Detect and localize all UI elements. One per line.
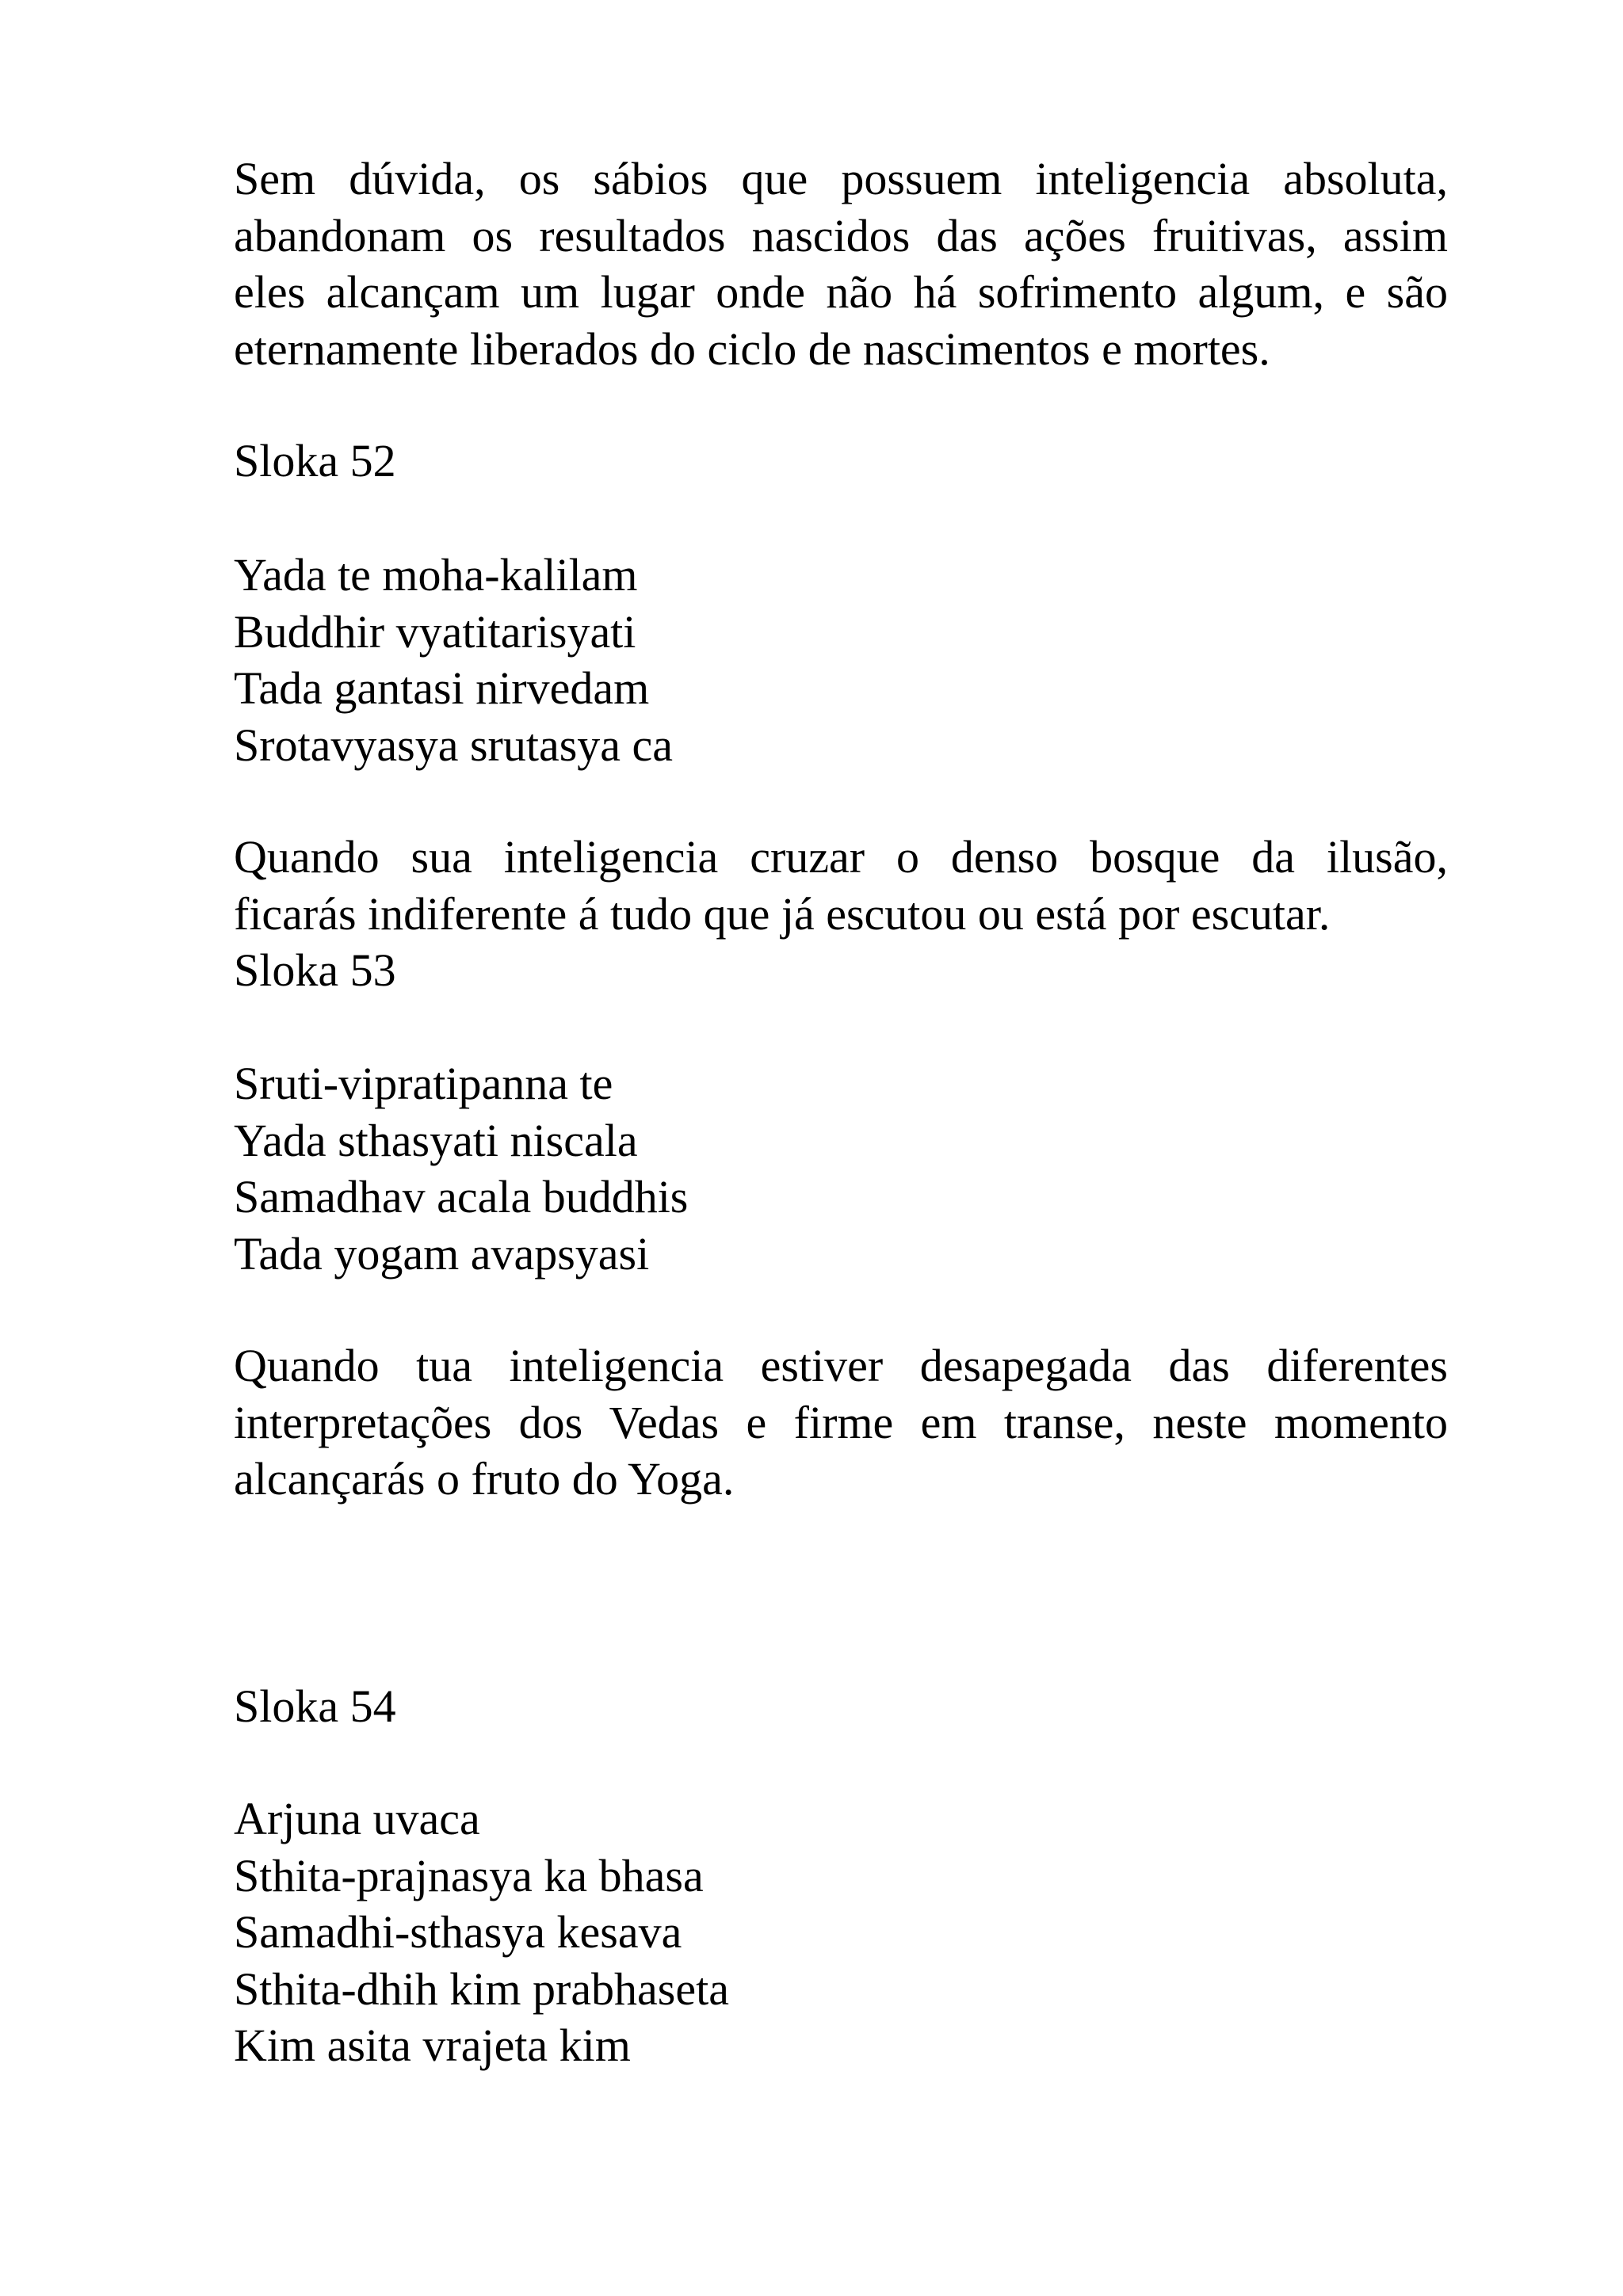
text-line: Sem dúvida, os sábios que possuem inteligencia absoluta, (234, 153, 1448, 204)
heading-text: Sloka 53 (234, 944, 396, 996)
sloka-54-verse (234, 1791, 1448, 2074)
text-line: Quando tua inteligencia estiver desapegada das diferentes (234, 1340, 1448, 1391)
text-line: alcançarás o fruto do Yoga. (234, 1453, 735, 1505)
verse-line: Sthita-prajnasya ka bhasa (234, 1849, 704, 1901)
verse-line: Samadhav acala buddhis (234, 1171, 689, 1222)
verse-line: Samadhi-sthasya kesava (234, 1906, 682, 1958)
verse-line: Srotavyasya srutasya ca (234, 719, 674, 771)
text-line: eternamente liberados do ciclo de nascimentos e mortes. (234, 322, 1270, 375)
sloka-52-verse (234, 547, 1448, 773)
verse-line: Arjuna uvaca (234, 1793, 480, 1844)
verse-line: Yada sthasyati niscala (234, 1114, 638, 1166)
sloka-52-heading (234, 433, 1448, 490)
paragraph-sloka-53-translation (234, 1337, 1448, 1508)
heading-text: Sloka 54 (234, 1680, 396, 1732)
verse-line: Sthita-dhih kim prabhaseta (234, 1962, 729, 2015)
verse-line: Tada gantasi nirvedam (234, 662, 650, 714)
heading-text: Sloka 52 (234, 435, 396, 486)
paragraph-intro (234, 151, 1448, 377)
verse-line: Buddhir vyatitarisyati (234, 605, 636, 658)
text-line: abandonam os resultados nascidos das ações fruitivas, assim (234, 209, 1448, 261)
verse-line: Tada yogam avapsyasi (234, 1227, 650, 1280)
text-line: ficarás indiferente á tudo que já escutou ou está por escutar. (234, 887, 1331, 940)
verse-line: Yada te moha-kalilam (234, 549, 638, 601)
text-line: Quando sua inteligencia cruzar o denso bosque da ilusão, (234, 831, 1448, 883)
text-line: eles alcançam um lugar onde não há sofrimento algum, e são (234, 266, 1448, 318)
paragraph-sloka-52-translation (234, 829, 1448, 942)
sloka-53-verse (234, 1055, 1448, 1282)
sloka-54-heading (234, 1678, 1448, 1735)
verse-line: Sruti-vipratipanna te (234, 1058, 613, 1109)
text-line: interpretações dos Vedas e firme em transe, neste momento (234, 1396, 1448, 1448)
verse-line: Kim asita vrajeta kim (234, 2019, 631, 2071)
sloka-53-heading (234, 942, 1448, 999)
